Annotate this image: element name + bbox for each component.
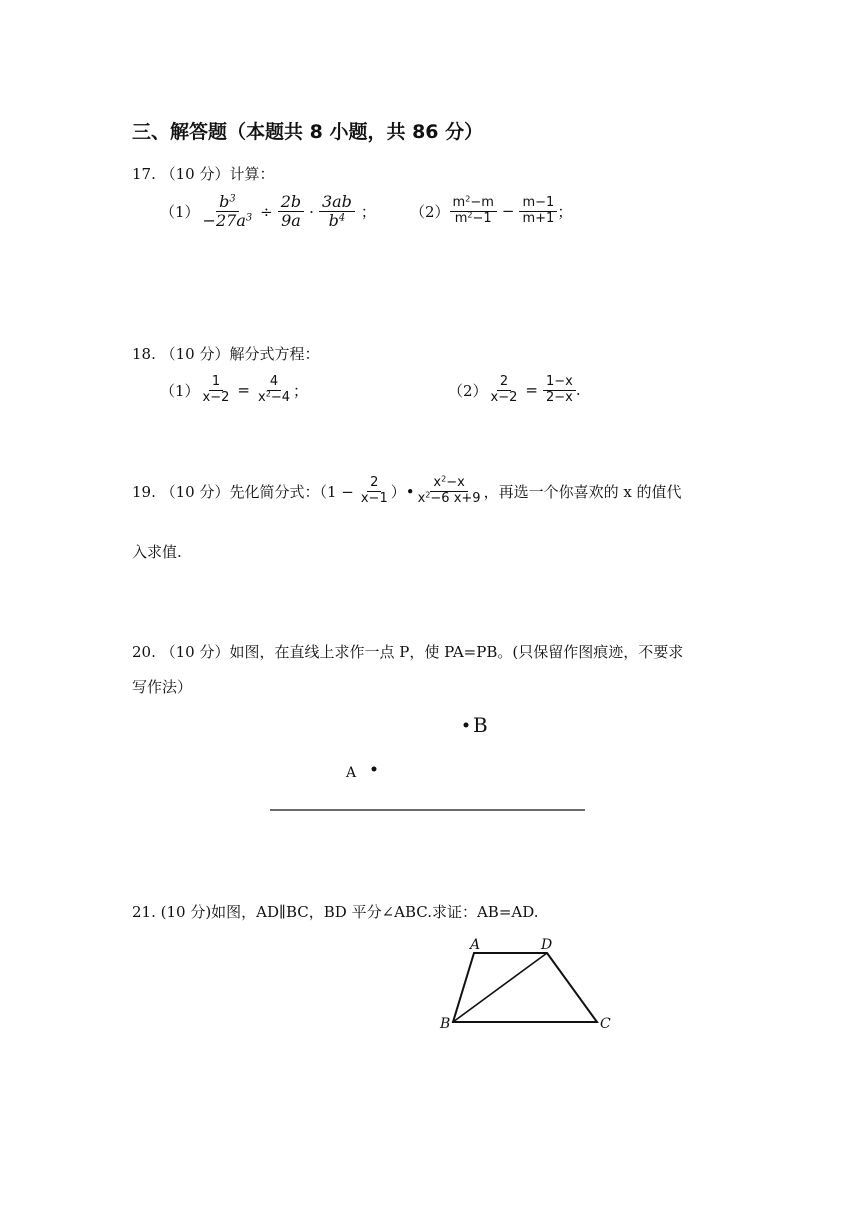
equals-sign: = — [525, 381, 538, 400]
q17-part2-fraction1: $\frac{m^2-m}{m^2-1}$ — [450, 196, 497, 227]
q19-fraction1: $\frac{2}{x-1}$ — [360, 475, 388, 506]
point-a-dot — [372, 767, 377, 772]
q18-part2-lhs: $\frac{2}{x-2}$ — [490, 374, 518, 405]
q19-stem-start: 19. （10 分）先化简分式：（1 − — [132, 482, 354, 501]
section-title: 三、解答题（本题共 8 小题，共 86 分） — [132, 121, 484, 143]
q19-fraction2: $\frac{x^2-x}{x^2-6 x+9}$ — [417, 474, 481, 506]
point-a-label: A — [346, 765, 357, 781]
q21-stem: 21. (10 分)如图，AD∥BC，BD 平分∠ABC.求证：AB=AD. — [132, 903, 539, 921]
vertex-d-label: D — [541, 937, 553, 953]
q17-part1: （1） $\frac{b^3}{-27a^3}$ ÷ $\frac{2b}{9a}$ · $\frac{3ab}{b^4}$ ； — [160, 192, 376, 231]
q19-line2: 入求值. — [132, 543, 182, 561]
q20-line1: 20. （10 分）如图，在直线上求作一点 P，使 PA=PB。(只保留作图痕迹，不要求 — [132, 643, 684, 661]
q17-part1-fraction2: $\frac{2b}{9a}$ — [278, 193, 304, 231]
vertex-c-label: C — [600, 1016, 611, 1032]
q18-stem: 18. （10 分）解分式方程： — [132, 345, 320, 363]
q20-figure — [260, 705, 600, 820]
q20-line2: 写作法） — [132, 678, 193, 696]
vertex-a-label: A — [470, 937, 481, 953]
q17-part1-fraction1: $\frac{b^3}{-27a^3}$ — [202, 192, 253, 231]
q19-stem-end: ，再选一个你喜欢的 x 的值代 — [483, 482, 682, 501]
q18-part2-rhs: $\frac{1-x}{2-x}$ — [543, 375, 576, 406]
dot-sign: · — [309, 202, 314, 221]
q18-part2: （2） $\frac{2}{x-2}$ = $\frac{1-x}{2-x}$ . — [448, 374, 581, 405]
trapezoid-abcd — [453, 953, 597, 1022]
q17-part1-label: （1） — [160, 203, 200, 222]
q18-part1-label: （1） — [160, 381, 200, 400]
vertex-b-label: B — [440, 1016, 451, 1032]
q19-close-paren: ）• — [390, 482, 415, 501]
q19-line1 — [132, 476, 682, 507]
point-b-dot — [464, 723, 469, 728]
equals-sign: = — [237, 381, 250, 400]
minus-sign: − — [501, 202, 515, 221]
q18-part1-rhs: $\frac{4}{x^2-4}$ — [257, 374, 290, 405]
q17-part2: （2） $\frac{m^2-m}{m^2-1}$ − $\frac{m-1}{m+1}$ ； — [410, 194, 573, 226]
q18-part1: （1） $\frac{1}{x-2}$ = $\frac{4}{x^2-4}$ ； — [160, 374, 308, 405]
q18-part1-lhs: $\frac{1}{x-2}$ — [202, 374, 230, 405]
q17-stem: 17. （10 分）计算： — [132, 165, 275, 183]
q17-part2-fraction2: $\frac{m-1}{m+1}$ — [519, 196, 557, 227]
q21-figure — [435, 932, 625, 1037]
q17-part2-label: （2） — [410, 202, 450, 221]
diagonal-bd — [453, 953, 547, 1022]
q17-part1-fraction3: $\frac{3ab}{b^4}$ — [319, 193, 355, 231]
point-b-label: B — [473, 713, 488, 737]
q18-part2-label: （2） — [448, 381, 488, 400]
divide-sign: ÷ — [260, 202, 273, 221]
